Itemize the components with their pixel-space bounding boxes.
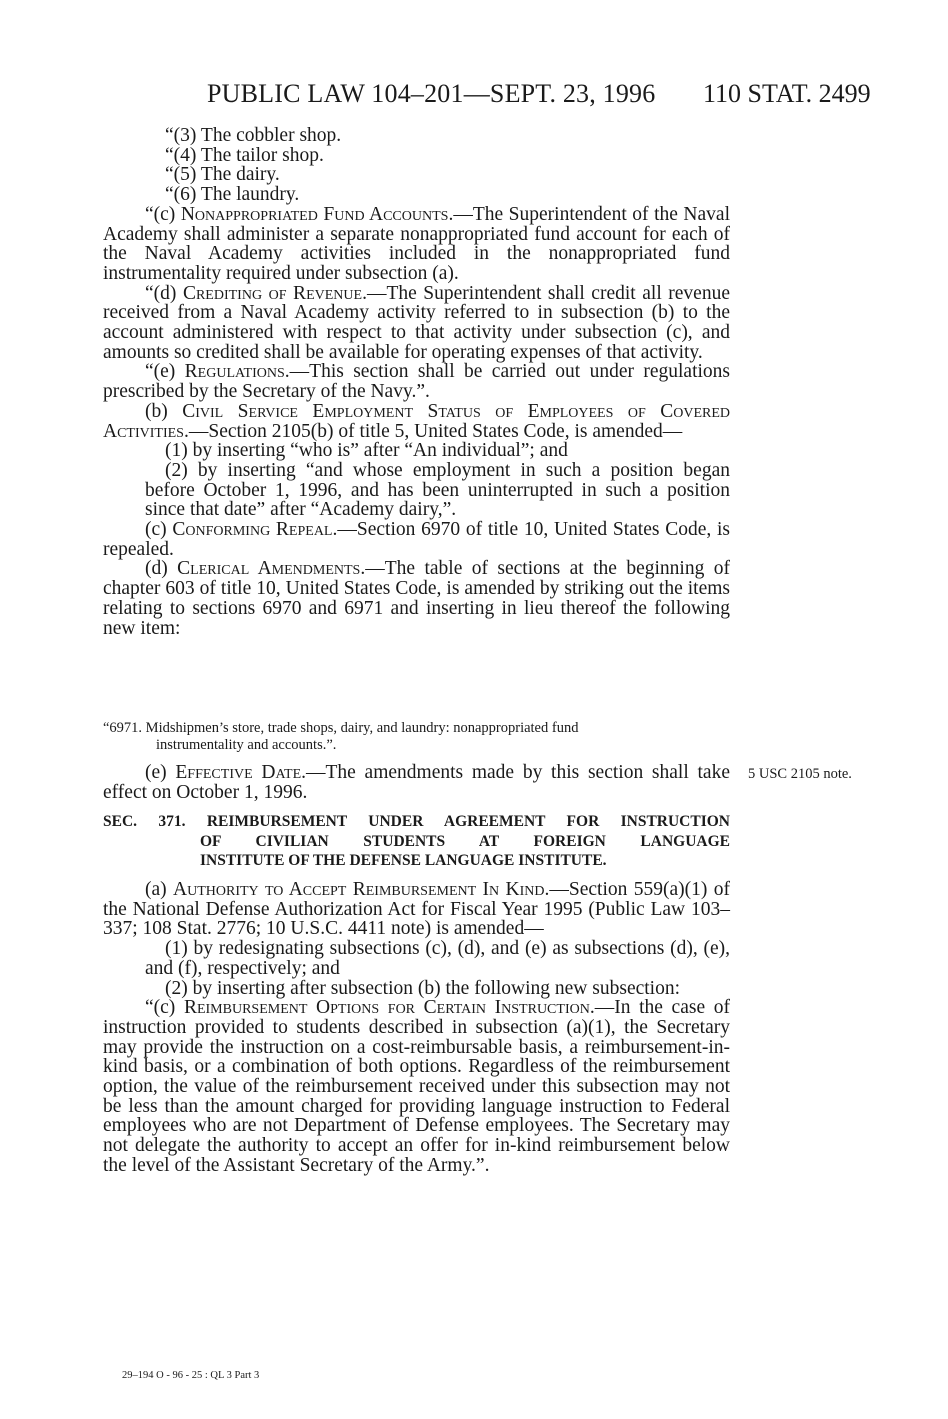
margin-note: 5 USC 2105 note. <box>748 766 852 782</box>
stat-page-number: 110 STAT. 2499 <box>703 79 871 108</box>
section-heading: SEC. 371. REIMBURSEMENT UNDER AGREEMENT FOR INSTRUCTION OF CIVILIAN STUDENTS AT FOREIGN LANGUAGE INSTITUTE OF THE DEFENSE LANGUAGE INSTITUTE. <box>103 813 730 869</box>
paragraph-heading: Reimbursement Options for Certain Instruction <box>183 997 590 1019</box>
paragraph-heading: Effective Date <box>175 762 302 783</box>
body-block-2 <box>103 880 730 1176</box>
paragraph: “(e) Regulations.—This section shall be carried out under regulations prescribed by the Secretary of the Navy.”. <box>103 361 730 403</box>
paragraph: “(c) Reimbursement Options for Certain Instruction.—In the case of instruction provided to students described in subsection (a)(1), the Secretary may provide the instruction on a cost-reimbursable basis, a reimbursement-in-kind basis, or a combination of both options. Regardless of the reimbursement option, the value of the reimbursement received under this subsection may not be less than the amount charged for providing language instruction to Federal employees who are not Department of Defense employees. The Secretary may not delegate the authority to accept an offer for in-kind reimbursement below the level of the Assistant Secretary of the Army.”. <box>103 997 730 1176</box>
paragraph-heading: Conforming Repeal <box>172 519 333 541</box>
list-item: (1) by inserting “who is” after “An individual”; and <box>165 440 568 462</box>
body-block-1 <box>103 126 730 638</box>
list-item: “(6) The laundry. <box>165 184 300 206</box>
list-item: “(5) The dairy. <box>165 164 280 186</box>
paragraph: (b) Civil Service Employment Status of Employees of Covered Activities.—Section 2105(b) of title 5, United States Code, is amended— <box>103 400 730 442</box>
list-item: (2) by inserting “and whose employment in such a position began before October 1, 1996, and has been uninterrupted in such a position since that date” after “Academy dairy,”. <box>145 459 730 521</box>
list-item: (1) by redesignating subsections (c), (d), and (e) as subsections (d), (e), and (f), respectively; and <box>145 938 730 979</box>
effective-date-paragraph: (e) Effective Date.—The amendments made by this section shall take effect on October 1, 1996. <box>103 762 730 803</box>
list-item: “(3) The cobbler shop. <box>165 125 342 146</box>
print-footer: 29–194 O - 96 - 25 : QL 3 Part 3 <box>122 1370 260 1381</box>
list-item: (2) by inserting after subsection (b) the following new subsection: <box>165 977 681 999</box>
paragraph: (a) Authority to Accept Reimbursement In Kind.—Section 559(a)(1) of the National Defense Authorization Act for Fiscal Year 1995 (Public Law 103–337; 108 Stat. 2776; 10 U.S.C. 4411 note) is amended— <box>103 879 730 940</box>
paragraph-heading: Clerical Amendments <box>177 558 361 580</box>
paragraph-heading: Civil Service Employment Status of Employees of Covered Activities <box>103 400 730 442</box>
paragraph: “(d) Crediting of Revenue.—The Superintendent shall credit all revenue received from a Naval Academy activity referred to in subsection (b) to the account administered with respect to that activity under subsection (c), and amounts so credited shall be available for operating expenses of that activity. <box>103 282 730 363</box>
paragraph: “(c) Nonappropriated Fund Accounts.—The Superintendent of the Naval Academy shall administer a separate nonappropriated fund account for each of the Naval Academy activities included in the nonappropriated fund instrumentality required under subsection (a). <box>103 203 730 284</box>
list-item: “(4) The tailor shop. <box>165 144 324 166</box>
table-of-sections-item: “6971. Midshipmen’s store, trade shops, dairy, and laundry: nonappropriated fund instrumentality and accounts.”. <box>103 720 579 753</box>
paragraph-heading: Nonappropriated Fund Accounts <box>180 203 449 225</box>
paragraph: (d) Clerical Amendments.—The table of sections at the beginning of chapter 603 of title 10, United States Code, is amended by striking out the items relating to sections 6970 and 6971 and inserting in lieu thereof the following new item: <box>103 558 730 639</box>
paragraph-heading: Authority to Accept Reimbursement In Kind <box>173 879 545 900</box>
paragraph-heading: Regulations <box>184 361 285 383</box>
paragraph-heading: Crediting of Revenue <box>182 282 363 304</box>
paragraph: (c) Conforming Repeal.—Section 6970 of title 10, United States Code, is repealed. <box>103 519 730 560</box>
running-head: PUBLIC LAW 104–201—SEPT. 23, 1996 <box>207 79 656 108</box>
